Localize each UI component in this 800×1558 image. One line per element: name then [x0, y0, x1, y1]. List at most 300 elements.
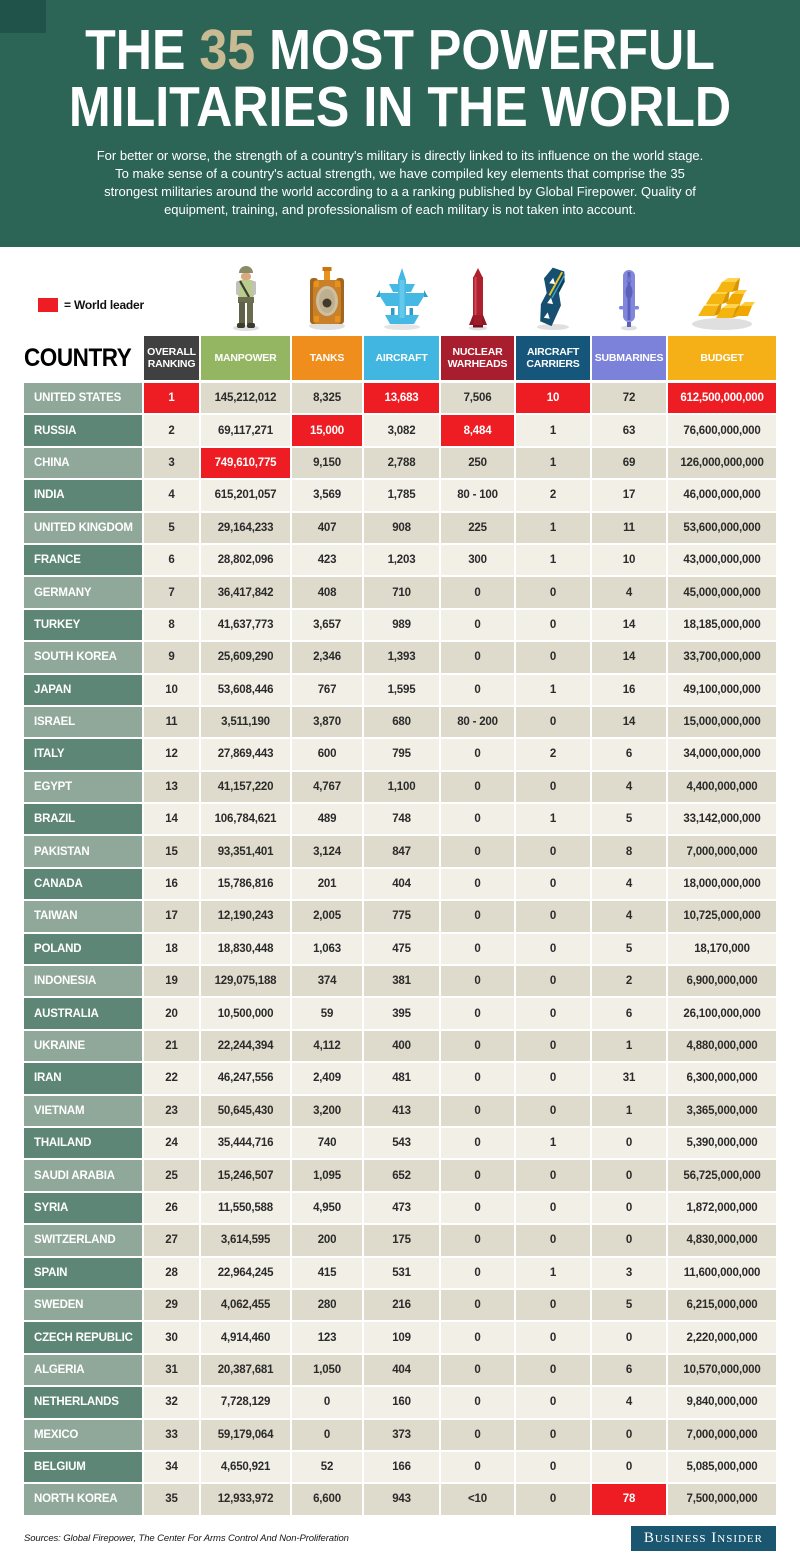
data-cell: 0 [516, 1355, 590, 1385]
corner-decoration [0, 0, 46, 33]
data-cell: 3,614,595 [201, 1225, 290, 1255]
data-cell: 652 [364, 1160, 439, 1190]
data-cell: 0 [516, 1160, 590, 1190]
data-cell: 3 [592, 1258, 666, 1288]
gold-bars-icon [668, 262, 776, 332]
data-cell: 0 [516, 869, 590, 899]
data-cell: 69,117,271 [201, 415, 290, 445]
data-cell: 775 [364, 901, 439, 931]
data-cell: 20,387,681 [201, 1355, 290, 1385]
country-cell: SYRIA [24, 1193, 142, 1223]
data-cell: 29,164,233 [201, 513, 290, 543]
data-cell: 413 [364, 1096, 439, 1126]
data-cell: 10,570,000,000 [668, 1355, 776, 1385]
business-insider-logo: Business Insider [631, 1526, 776, 1551]
data-cell: 7,000,000,000 [668, 1420, 776, 1450]
country-cell: VIETNAM [24, 1096, 142, 1126]
data-cell: 407 [292, 513, 362, 543]
data-cell: 0 [441, 1258, 514, 1288]
data-cell: 6 [592, 998, 666, 1028]
data-cell: 11,600,000,000 [668, 1258, 776, 1288]
intro-paragraph: For better or worse, the strength of a country's military is directly linked to its influence on the world stage. To make sense of a country's actual strength, we have compiled key elements that comprise the 35 strongest militaries around the world according to a a ranking published by Global Firepower. Quality of equipment, training, and professionalism of each military is not taken into account. [96, 148, 704, 217]
submarine-icon [592, 262, 666, 332]
data-cell: 9 [144, 642, 199, 672]
data-cell: 35 [144, 1484, 199, 1514]
data-cell: 423 [292, 545, 362, 575]
data-cell: 1 [144, 383, 199, 413]
data-cell: 404 [364, 869, 439, 899]
data-cell: 3,082 [364, 415, 439, 445]
data-cell: 0 [516, 1063, 590, 1093]
data-cell: 748 [364, 804, 439, 834]
data-cell: 10 [592, 545, 666, 575]
column-header-tanks: TANKS [292, 336, 362, 380]
data-cell: 795 [364, 739, 439, 769]
data-cell: 26,100,000,000 [668, 998, 776, 1028]
country-cell: JAPAN [24, 675, 142, 705]
column-header-nuclear-warheads: NUCLEAR WARHEADS [441, 336, 514, 380]
table-area [24, 262, 776, 1515]
data-cell: 475 [364, 934, 439, 964]
country-cell: PAKISTAN [24, 836, 142, 866]
data-cell: 15 [144, 836, 199, 866]
data-cell: 69 [592, 448, 666, 478]
country-cell: ALGERIA [24, 1355, 142, 1385]
data-cell: 25,609,290 [201, 642, 290, 672]
data-cell: 1 [516, 415, 590, 445]
data-cell: 7 [144, 577, 199, 607]
data-cell: 1,393 [364, 642, 439, 672]
data-cell: 943 [364, 1484, 439, 1514]
data-cell: 34 [144, 1452, 199, 1482]
data-cell: 56,725,000,000 [668, 1160, 776, 1190]
data-cell: 6,300,000,000 [668, 1063, 776, 1093]
data-cell: 12,933,972 [201, 1484, 290, 1514]
data-cell: 2,788 [364, 448, 439, 478]
data-cell: 12,190,243 [201, 901, 290, 931]
data-cell: 1,785 [364, 480, 439, 510]
data-cell: 4,767 [292, 772, 362, 802]
country-cell: ITALY [24, 739, 142, 769]
data-cell: 4 [592, 869, 666, 899]
data-cell: 4 [592, 901, 666, 931]
data-cell: 0 [516, 1452, 590, 1482]
data-cell: 18,000,000,000 [668, 869, 776, 899]
data-cell: 1,050 [292, 1355, 362, 1385]
data-cell: 381 [364, 966, 439, 996]
data-cell: 0 [516, 901, 590, 931]
data-cell: 6 [592, 1355, 666, 1385]
data-cell: 415 [292, 1258, 362, 1288]
data-cell: 0 [516, 1387, 590, 1417]
data-cell: 160 [364, 1387, 439, 1417]
data-cell: 4,880,000,000 [668, 1031, 776, 1061]
data-cell: 15,246,507 [201, 1160, 290, 1190]
data-cell: 3,365,000,000 [668, 1096, 776, 1126]
data-cell: 45,000,000,000 [668, 577, 776, 607]
data-cell: 740 [292, 1128, 362, 1158]
data-cell: 4 [592, 772, 666, 802]
data-cell: 473 [364, 1193, 439, 1223]
data-cell: 28 [144, 1258, 199, 1288]
data-cell: 78 [592, 1484, 666, 1514]
data-cell: 0 [441, 610, 514, 640]
country-cell: ISRAEL [24, 707, 142, 737]
data-cell: 109 [364, 1322, 439, 1352]
data-cell: 4 [592, 1387, 666, 1417]
data-cell: 72 [592, 383, 666, 413]
data-cell: 250 [441, 448, 514, 478]
data-cell: 29 [144, 1290, 199, 1320]
data-cell: 0 [441, 1322, 514, 1352]
data-cell: 10,725,000,000 [668, 901, 776, 931]
tank-icon [292, 262, 362, 332]
data-cell: 0 [441, 934, 514, 964]
page-title [0, 0, 800, 139]
data-cell: 24 [144, 1128, 199, 1158]
data-cell: 0 [441, 1290, 514, 1320]
data-cell: 30 [144, 1322, 199, 1352]
world-leader-legend [24, 298, 199, 312]
soldier-icon [201, 262, 290, 332]
data-cell: 3,870 [292, 707, 362, 737]
data-cell: 59,179,064 [201, 1420, 290, 1450]
column-header-budget: BUDGET [668, 336, 776, 380]
data-cell: 489 [292, 804, 362, 834]
data-cell: 5 [592, 804, 666, 834]
data-cell: 35,444,716 [201, 1128, 290, 1158]
data-cell: 0 [592, 1225, 666, 1255]
missile-icon [441, 262, 514, 332]
country-cell: THAILAND [24, 1128, 142, 1158]
country-cell: RUSSIA [24, 415, 142, 445]
data-cell: 0 [592, 1128, 666, 1158]
data-cell: 0 [441, 577, 514, 607]
data-cell: 6,600 [292, 1484, 362, 1514]
data-cell: 0 [516, 1290, 590, 1320]
data-cell: 36,417,842 [201, 577, 290, 607]
data-cell: 0 [592, 1420, 666, 1450]
legend-label: = World leader [64, 298, 145, 312]
data-cell: 31 [144, 1355, 199, 1385]
data-cell: 5 [144, 513, 199, 543]
data-cell: 0 [516, 610, 590, 640]
data-cell: 0 [516, 577, 590, 607]
data-cell: 59 [292, 998, 362, 1028]
column-header-aircraft: AIRCRAFT [364, 336, 439, 380]
data-cell: 0 [441, 772, 514, 802]
data-cell: 4 [592, 577, 666, 607]
title-post: MOST POWERFUL [255, 18, 715, 82]
data-cell: 0 [516, 836, 590, 866]
data-cell: 14 [144, 804, 199, 834]
data-cell: 3 [144, 448, 199, 478]
data-cell: 8 [592, 836, 666, 866]
data-cell: 18 [144, 934, 199, 964]
data-cell: 4,400,000,000 [668, 772, 776, 802]
data-cell: 14 [592, 610, 666, 640]
data-cell: 280 [292, 1290, 362, 1320]
data-cell: 46,000,000,000 [668, 480, 776, 510]
data-cell: 1 [592, 1031, 666, 1061]
data-cell: 0 [516, 934, 590, 964]
data-cell: 2,346 [292, 642, 362, 672]
data-cell: 21 [144, 1031, 199, 1061]
data-cell: 543 [364, 1128, 439, 1158]
data-cell: 34,000,000,000 [668, 739, 776, 769]
data-cell: 7,500,000,000 [668, 1484, 776, 1514]
data-cell: 2,005 [292, 901, 362, 931]
data-cell: 16 [592, 675, 666, 705]
data-cell: 1,595 [364, 675, 439, 705]
data-cell: 18,185,000,000 [668, 610, 776, 640]
data-cell: 2,409 [292, 1063, 362, 1093]
country-cell: IRAN [24, 1063, 142, 1093]
data-cell: 0 [516, 998, 590, 1028]
data-cell: 8 [144, 610, 199, 640]
data-cell: 0 [592, 1193, 666, 1223]
data-cell: 373 [364, 1420, 439, 1450]
country-cell: FRANCE [24, 545, 142, 575]
country-cell: AUSTRALIA [24, 998, 142, 1028]
data-cell: 43,000,000,000 [668, 545, 776, 575]
country-cell: MEXICO [24, 1420, 142, 1450]
data-cell: 8,484 [441, 415, 514, 445]
country-cell: INDONESIA [24, 966, 142, 996]
country-cell: TAIWAN [24, 901, 142, 931]
data-cell: 1 [516, 448, 590, 478]
data-cell: 10 [516, 383, 590, 413]
country-cell: TURKEY [24, 610, 142, 640]
data-cell: 28,802,096 [201, 545, 290, 575]
data-cell: 908 [364, 513, 439, 543]
data-cell: 4,112 [292, 1031, 362, 1061]
country-cell: NORTH KOREA [24, 1484, 142, 1514]
data-cell: 1 [592, 1096, 666, 1126]
country-cell: POLAND [24, 934, 142, 964]
data-cell: 4 [144, 480, 199, 510]
data-cell: 10,500,000 [201, 998, 290, 1028]
data-cell: 5 [592, 934, 666, 964]
data-cell: 225 [441, 513, 514, 543]
data-cell: 17 [144, 901, 199, 931]
data-cell: 4,914,460 [201, 1322, 290, 1352]
data-cell: 600 [292, 739, 362, 769]
column-header-manpower: MANPOWER [201, 336, 290, 380]
data-cell: 15,786,816 [201, 869, 290, 899]
data-cell: 0 [292, 1387, 362, 1417]
data-cell: 1,203 [364, 545, 439, 575]
data-cell: 80 - 200 [441, 707, 514, 737]
data-cell: 27,869,443 [201, 739, 290, 769]
column-icons-row [24, 262, 776, 332]
data-cell: 0 [516, 1484, 590, 1514]
data-cell: 46,247,556 [201, 1063, 290, 1093]
data-cell: 0 [516, 1193, 590, 1223]
data-cell: 5 [592, 1290, 666, 1320]
data-cell: 0 [516, 1322, 590, 1352]
data-cell: 0 [516, 707, 590, 737]
data-cell: 989 [364, 610, 439, 640]
data-cell: 7,506 [441, 383, 514, 413]
data-cell: 166 [364, 1452, 439, 1482]
data-cell: 11 [592, 513, 666, 543]
data-cell: 0 [441, 1128, 514, 1158]
data-cell: 49,100,000,000 [668, 675, 776, 705]
data-cell: 9,150 [292, 448, 362, 478]
data-cell: 15,000 [292, 415, 362, 445]
data-cell: 0 [592, 1322, 666, 1352]
data-cell: 17 [592, 480, 666, 510]
data-cell: 63 [592, 415, 666, 445]
data-cell: 4,650,921 [201, 1452, 290, 1482]
data-cell: 0 [441, 998, 514, 1028]
data-cell: 0 [516, 1031, 590, 1061]
data-cell: 14 [592, 707, 666, 737]
data-cell: 27 [144, 1225, 199, 1255]
data-cell: 0 [592, 1452, 666, 1482]
data-cell: 11,550,588 [201, 1193, 290, 1223]
data-cell: 0 [516, 1225, 590, 1255]
data-cell: 80 - 100 [441, 480, 514, 510]
title-line-2: MILITARIES IN THE WORLD [68, 75, 732, 139]
data-cell: 0 [441, 901, 514, 931]
data-cell: 13,683 [364, 383, 439, 413]
data-cell: 404 [364, 1355, 439, 1385]
data-cell: 14 [592, 642, 666, 672]
data-cell: 22,964,245 [201, 1258, 290, 1288]
data-cell: 2 [516, 739, 590, 769]
data-cell: 106,784,621 [201, 804, 290, 834]
data-cell: 2 [592, 966, 666, 996]
title-line-1 [48, 18, 752, 82]
data-cell: 4,830,000,000 [668, 1225, 776, 1255]
data-cell: 4,950 [292, 1193, 362, 1223]
data-cell: 7,000,000,000 [668, 836, 776, 866]
data-cell: 749,610,775 [201, 448, 290, 478]
data-cell: 1,063 [292, 934, 362, 964]
data-cell: 12 [144, 739, 199, 769]
data-cell: 1 [516, 804, 590, 834]
data-cell: 1 [516, 513, 590, 543]
country-cell: SWITZERLAND [24, 1225, 142, 1255]
data-cell: 0 [292, 1420, 362, 1450]
data-cell: 0 [441, 1452, 514, 1482]
title-accent-number: 35 [199, 18, 256, 82]
data-cell: 6 [592, 739, 666, 769]
data-cell: 3,511,190 [201, 707, 290, 737]
country-cell: CZECH REPUBLIC [24, 1322, 142, 1352]
data-cell: 126,000,000,000 [668, 448, 776, 478]
data-cell: 22,244,394 [201, 1031, 290, 1061]
data-cell: 0 [441, 804, 514, 834]
data-cell: 1,872,000,000 [668, 1193, 776, 1223]
data-cell: 0 [516, 1420, 590, 1450]
column-header-submarines: SUBMARINES [592, 336, 666, 380]
data-cell: 0 [592, 1160, 666, 1190]
column-header-aircraft-carriers: AIRCRAFT CARRIERS [516, 336, 590, 380]
data-cell: 175 [364, 1225, 439, 1255]
data-cell: 76,600,000,000 [668, 415, 776, 445]
data-cell: 52 [292, 1452, 362, 1482]
data-cell: 123 [292, 1322, 362, 1352]
data-cell: 0 [441, 869, 514, 899]
data-cell: 6,215,000,000 [668, 1290, 776, 1320]
country-cell: SAUDI ARABIA [24, 1160, 142, 1190]
data-cell: 6,900,000,000 [668, 966, 776, 996]
country-cell: UNITED KINGDOM [24, 513, 142, 543]
data-cell: 53,608,446 [201, 675, 290, 705]
data-cell: 0 [441, 1193, 514, 1223]
data-cell: 22 [144, 1063, 199, 1093]
data-cell: 23 [144, 1096, 199, 1126]
table-rows [24, 383, 776, 1515]
data-cell: 25 [144, 1160, 199, 1190]
data-cell: 0 [441, 1031, 514, 1061]
country-cell: INDIA [24, 480, 142, 510]
data-cell: 0 [441, 1063, 514, 1093]
country-cell: SWEDEN [24, 1290, 142, 1320]
data-cell: 3,657 [292, 610, 362, 640]
data-cell: 0 [441, 642, 514, 672]
data-cell: 2 [144, 415, 199, 445]
data-cell: 0 [441, 1420, 514, 1450]
data-cell: 1 [516, 1258, 590, 1288]
data-cell: 1 [516, 675, 590, 705]
country-cell: GERMANY [24, 577, 142, 607]
country-cell: CHINA [24, 448, 142, 478]
data-cell: 9,840,000,000 [668, 1387, 776, 1417]
data-cell: 374 [292, 966, 362, 996]
data-cell: 15,000,000,000 [668, 707, 776, 737]
country-cell: EGYPT [24, 772, 142, 802]
country-cell: NETHERLANDS [24, 1387, 142, 1417]
data-cell: 531 [364, 1258, 439, 1288]
data-cell: 129,075,188 [201, 966, 290, 996]
data-cell: 1 [516, 1128, 590, 1158]
data-cell: 395 [364, 998, 439, 1028]
data-cell: 0 [441, 966, 514, 996]
data-cell: 400 [364, 1031, 439, 1061]
data-cell: 1,100 [364, 772, 439, 802]
data-cell: 0 [441, 1096, 514, 1126]
data-cell: 26 [144, 1193, 199, 1223]
data-cell: 33,142,000,000 [668, 804, 776, 834]
data-cell: 481 [364, 1063, 439, 1093]
data-cell: 612,500,000,000 [668, 383, 776, 413]
data-cell: 216 [364, 1290, 439, 1320]
data-cell: 5,390,000,000 [668, 1128, 776, 1158]
data-cell: 11 [144, 707, 199, 737]
data-cell: 18,170,000 [668, 934, 776, 964]
data-cell: 680 [364, 707, 439, 737]
data-cell: 33,700,000,000 [668, 642, 776, 672]
data-cell: 3,124 [292, 836, 362, 866]
data-cell: 6 [144, 545, 199, 575]
data-cell: 50,645,430 [201, 1096, 290, 1126]
data-cell: 8,325 [292, 383, 362, 413]
country-cell: BELGIUM [24, 1452, 142, 1482]
data-cell: 0 [441, 1355, 514, 1385]
data-cell: 408 [292, 577, 362, 607]
fighter-jet-icon [364, 262, 439, 332]
data-cell: 20 [144, 998, 199, 1028]
title-pre: THE [85, 18, 200, 82]
table-header-row [24, 336, 776, 380]
country-cell: CANADA [24, 869, 142, 899]
data-cell: 93,351,401 [201, 836, 290, 866]
data-cell: 32 [144, 1387, 199, 1417]
